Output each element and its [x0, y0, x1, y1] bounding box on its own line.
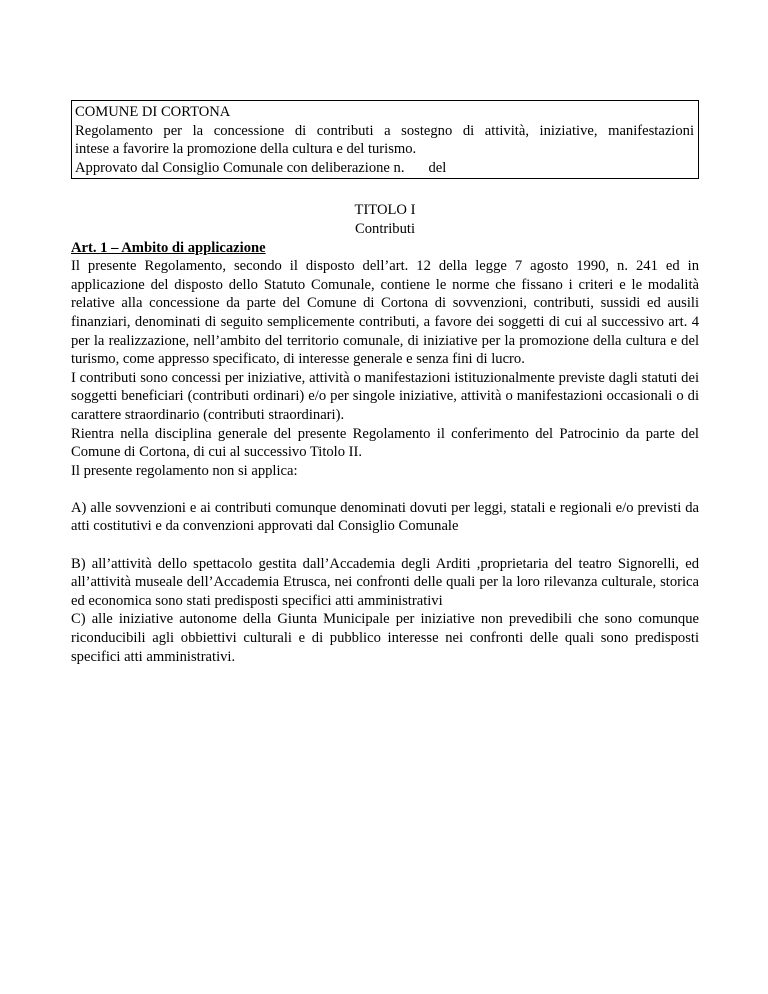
- exclusion-item-a: A) alle sovvenzioni e ai contributi comunque denominati dovuti per leggi, statali e regionali e/o previsti da atti costitutivi e da convenzioni approvati dal Consiglio Comunale: [71, 499, 699, 535]
- article-paragraph-3: Rientra nella disciplina generale del presente Regolamento il conferimento del Patrocinio da parte del Comune di Cortona, di cui al successivo Titolo II.: [71, 425, 699, 461]
- section-title: TITOLO I: [354, 202, 416, 219]
- exclusion-item-c: C) alle iniziative autonome della Giunta Municipale per iniziative non prevedibili che sono comunque riconducibili agli obbiettivi culturali e di pubblico interesse nei confronti delle quali sono predisposti specifici atti amministrativi.: [71, 611, 699, 665]
- approval-line: [75, 159, 694, 178]
- regulation-title-line-1: Regolamento per la concessione di contributi a sostegno di attività, iniziative, manifestazioni: [75, 122, 694, 139]
- exclusion-item-b: B) all’attività dello spettacolo gestita dall’Accademia degli Arditi ,proprietaria del teatro Signorelli, ed all’attività museale dell’Accademia Etrusca, nei confronti delle quali per la loro rilevanza culturale, storica ed economica sono stati predisposti specifici atti amministrativi: [71, 555, 699, 609]
- section-subtitle: Contributi: [355, 220, 415, 237]
- regulation-title-line-2: intese a favorire la promozione della cultura e del turismo.: [75, 141, 417, 158]
- article-paragraph-1: Il presente Regolamento, secondo il disposto dell’art. 12 della legge 7 agosto 1990, n. 241 ed in applicazione del disposto dello Statuto Comunale, contiene le norme che fissano i criteri e le modalità relative alla concessione da parte del Comune di Cortona di sovvenzioni, contributi, sussidi ed ausili finanziari, denominati di seguito semplicemente contributi, a favore dei soggetti di cui al successivo art. 4 per la realizzazione, nell’ambito del territorio comunale, di iniziative per la promozione della cultura e del turismo, come appresso specificato, di interesse generale e senza fini di lucro.: [71, 258, 699, 368]
- article-heading: Art. 1 – Ambito di applicazione: [71, 239, 266, 256]
- article-paragraph-4: Il presente regolamento non si applica:: [71, 462, 298, 479]
- municipality-name: COMUNE DI CORTONA: [75, 104, 231, 120]
- article-paragraph-2: I contributi sono concessi per iniziative, attività o manifestazioni istituzionalmente previste dagli statuti dei soggetti beneficiari (contributi ordinari) e/o per singole iniziative, attività o manifestazioni occasionali o di carattere straordinario (contributi straordinari).: [71, 369, 699, 423]
- approval-date-label: del: [428, 159, 447, 176]
- header-box: [71, 100, 699, 179]
- document-page: [71, 100, 699, 666]
- approval-text: Approvato dal Consiglio Comunale con deliberazione n.: [75, 159, 405, 176]
